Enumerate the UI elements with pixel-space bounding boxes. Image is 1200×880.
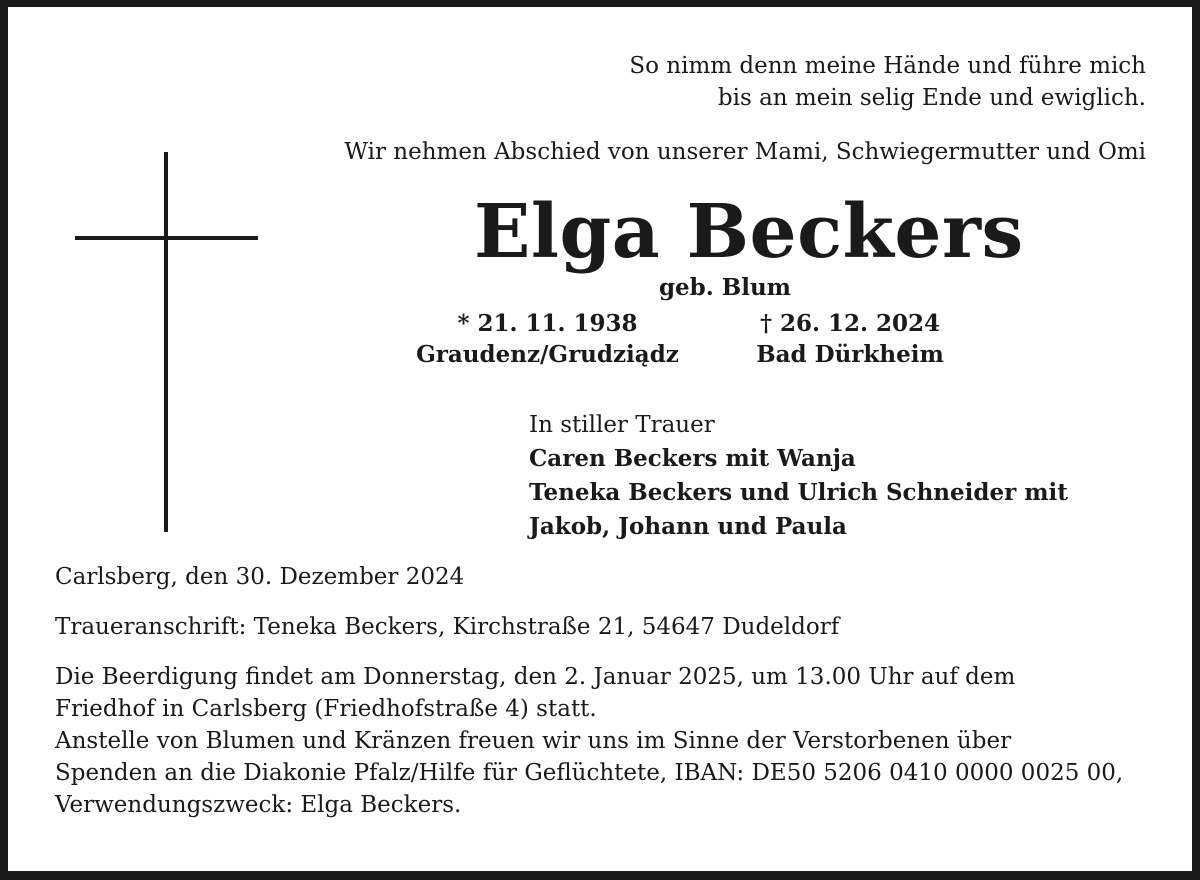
mourner-name: Teneka Beckers und Ulrich Schneider mit: [529, 479, 1068, 506]
death-info: [735, 308, 965, 370]
birth-place: Graudenz/Grudziądz: [416, 341, 679, 368]
mourner-name: Jakob, Johann und Paula: [529, 513, 847, 540]
mourners-intro: In stiller Trauer: [529, 412, 715, 438]
cross-icon-bar: [75, 236, 258, 240]
birth-date: * 21. 11. 1938: [457, 310, 638, 337]
funeral-info: [55, 661, 1155, 821]
death-date: † 26. 12. 2024: [759, 310, 941, 337]
birth-info: [405, 308, 690, 370]
funeral-line: Die Beerdigung findet am Donnerstag, den 2. Januar 2025, um 13.00 Uhr auf dem: [55, 664, 1016, 690]
donation-line: Anstelle von Blumen und Kränzen freuen wir uns im Sinne der Verstorbenen über: [55, 728, 1012, 754]
deceased-name: Elga Beckers: [474, 189, 1024, 275]
funeral-line: Friedhof in Carlsberg (Friedhofstraße 4) statt.: [55, 696, 597, 722]
mourning-address: Traueranschrift: Teneka Beckers, Kirchstraße 21, 54647 Dudeldorf: [55, 614, 840, 640]
donation-line: Spenden an die Diakonie Pfalz/Hilfe für Geflüchtete, IBAN: DE50 5206 0410 0000 0025 00,: [55, 760, 1124, 786]
verse-line: So nimm denn meine Hände und führe mich: [629, 53, 1146, 79]
details-block: [55, 561, 1155, 821]
place-date: Carlsberg, den 30. Dezember 2024: [55, 564, 465, 590]
verse-line: bis an mein selig Ende und ewiglich.: [717, 85, 1146, 111]
donation-line: Verwendungszweck: Elga Beckers.: [55, 792, 462, 818]
death-place: Bad Dürkheim: [756, 341, 944, 368]
farewell-text: Wir nehmen Abschied von unserer Mami, Schwiegermutter und Omi: [344, 139, 1146, 165]
verse-quote: [629, 50, 1146, 114]
cross-icon: [164, 152, 168, 532]
mourner-name: Caren Beckers mit Wanja: [529, 445, 856, 472]
mourners-block: [529, 408, 1068, 544]
maiden-name: geb. Blum: [658, 274, 792, 301]
